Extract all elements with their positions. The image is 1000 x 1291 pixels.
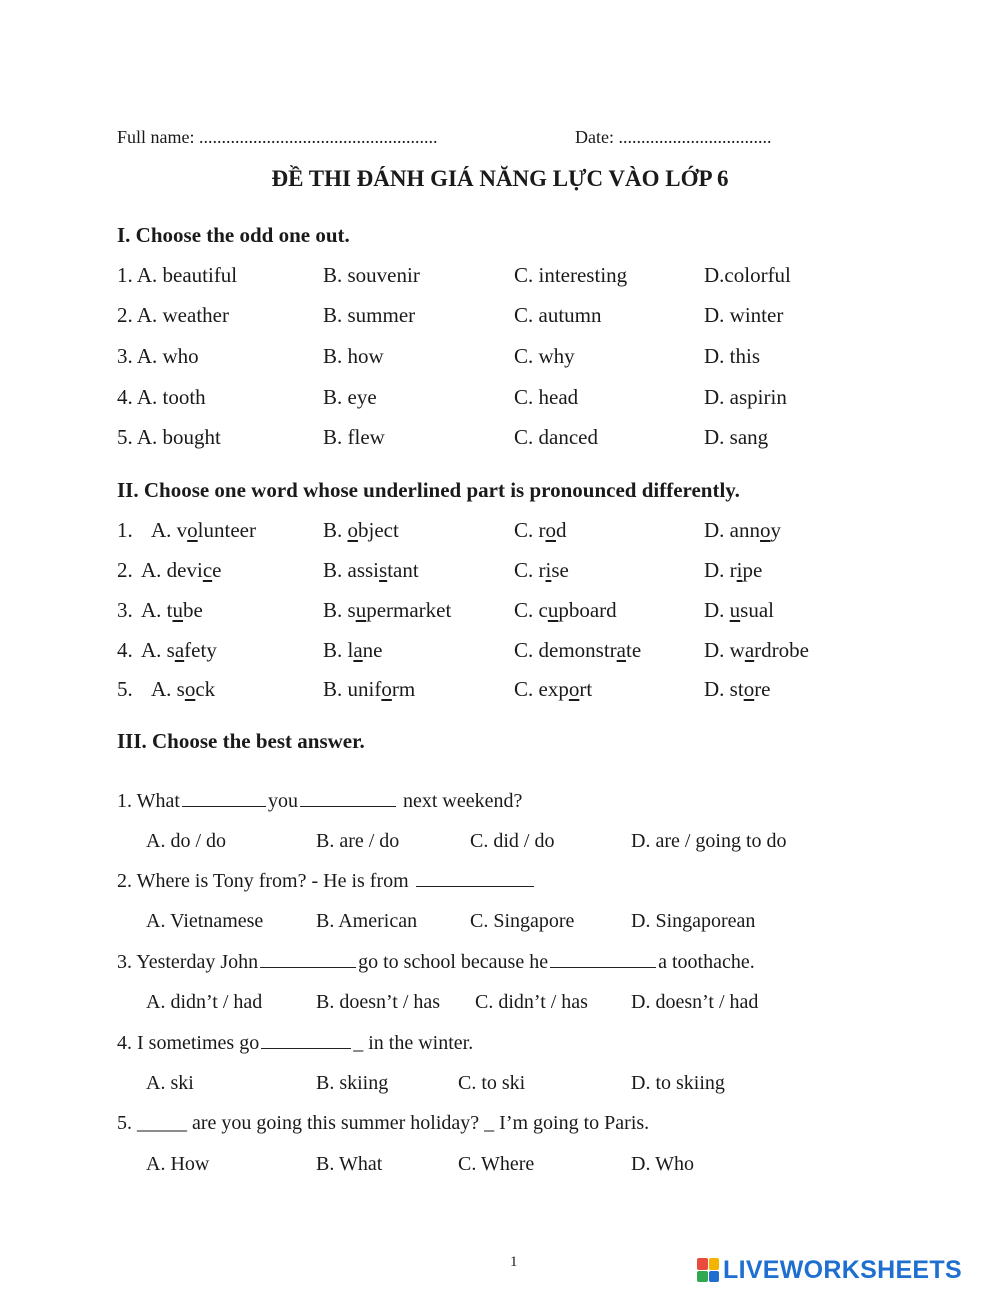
option-b[interactable]: B. What xyxy=(316,1153,383,1175)
option-d: D. store xyxy=(704,677,771,701)
option-c: C. cupboard xyxy=(514,598,617,622)
option-a[interactable]: A. Vietnamese xyxy=(146,910,264,932)
option-b: B. object xyxy=(323,518,399,542)
option-a: 4. A. tooth xyxy=(117,385,206,409)
option-c[interactable]: C. Where xyxy=(458,1153,535,1175)
option-d[interactable]: D. doesn’t / had xyxy=(631,991,759,1013)
option-b: B. supermarket xyxy=(323,598,452,622)
option-a: 5. A. bought xyxy=(117,425,221,449)
option-b[interactable]: B. doesn’t / has xyxy=(316,991,441,1013)
option-a[interactable]: A. do / do xyxy=(146,830,226,852)
list-item xyxy=(0,303,1000,333)
list-item xyxy=(0,263,1000,293)
date-field: Date: .................................. xyxy=(575,127,772,147)
option-d: D. aspirin xyxy=(704,385,787,409)
option-c: C. danced xyxy=(514,425,598,449)
list-item xyxy=(0,638,1000,668)
option-d: D. ripe xyxy=(704,558,763,582)
option-b: B. lane xyxy=(323,638,383,662)
option-c: C. rod xyxy=(514,518,567,542)
item-number: 4. xyxy=(117,638,133,662)
option-b: B. flew xyxy=(323,425,385,449)
answer-blank[interactable] xyxy=(261,1032,351,1049)
list-item xyxy=(0,518,1000,548)
item-number: 1. xyxy=(117,518,133,542)
option-d[interactable]: D. Who xyxy=(631,1153,694,1175)
option-d: D. wardrobe xyxy=(704,638,809,662)
option-b: B. how xyxy=(323,344,384,368)
option-c: C. autumn xyxy=(514,303,602,327)
option-a: A. sock xyxy=(151,677,216,701)
option-b: B. uniform xyxy=(323,677,416,701)
answer-blank[interactable] xyxy=(416,870,534,887)
list-item xyxy=(0,344,1000,374)
liveworksheets-logo-icon xyxy=(697,1258,719,1282)
question-1: 1. What you next weekend? xyxy=(117,790,523,812)
option-b[interactable]: B. American xyxy=(316,910,418,932)
brand-text: LIVEWORKSHEETS xyxy=(723,1255,962,1284)
option-d: D. annoy xyxy=(704,518,781,542)
item-number: 3. xyxy=(117,598,133,622)
option-d: D. winter xyxy=(704,303,784,327)
option-c: C. head xyxy=(514,385,579,409)
page-number: 1 xyxy=(510,1254,518,1270)
question-2: 2. Where is Tony from? - He is from xyxy=(117,870,536,893)
option-a: 2. A. weather xyxy=(117,303,229,327)
option-c: C. export xyxy=(514,677,593,701)
section-2-heading: II. Choose one word whose underlined part is pronounced differently. xyxy=(117,478,740,502)
option-c[interactable]: C. did / do xyxy=(470,830,555,852)
option-d[interactable]: D. are / going to do xyxy=(631,830,787,852)
option-c: C. interesting xyxy=(514,263,628,287)
answer-blank[interactable] xyxy=(182,790,266,807)
option-a: A. tube xyxy=(141,598,203,622)
option-b: B. souvenir xyxy=(323,263,420,287)
list-item xyxy=(0,425,1000,455)
option-d: D. this xyxy=(704,344,761,368)
section-1-heading: I. Choose the odd one out. xyxy=(117,223,350,247)
option-b[interactable]: B. skiing xyxy=(316,1072,389,1094)
option-d: D. usual xyxy=(704,598,774,622)
option-b: B. eye xyxy=(323,385,377,409)
full-name-field: Full name: ..................................................... xyxy=(117,127,438,147)
option-c[interactable]: C. Singapore xyxy=(470,910,575,932)
item-number: 2. xyxy=(117,558,133,582)
section-3-heading: III. Choose the best answer. xyxy=(117,729,365,753)
option-a: A. device xyxy=(141,558,222,582)
option-a: 1. A. beautiful xyxy=(117,263,238,287)
option-c[interactable]: C. to ski xyxy=(458,1072,526,1094)
question-5: 5. _____ are you going this summer holiday? _ I’m going to Paris. xyxy=(117,1112,650,1134)
option-a[interactable]: A. didn’t / had xyxy=(146,991,263,1013)
option-b: B. summer xyxy=(323,303,416,327)
option-a[interactable]: A. How xyxy=(146,1153,210,1175)
question-4: 4. I sometimes go _ in the winter. xyxy=(117,1032,474,1054)
option-c: C. demonstrate xyxy=(514,638,642,662)
option-a[interactable]: A. ski xyxy=(146,1072,194,1094)
option-b: B. assistant xyxy=(323,558,419,582)
answer-blank[interactable] xyxy=(550,951,656,968)
option-c[interactable]: C. didn’t / has xyxy=(475,991,588,1013)
option-d: D. sang xyxy=(704,425,769,449)
option-d: D.colorful xyxy=(704,263,791,287)
option-a: A. volunteer xyxy=(151,518,256,542)
list-item xyxy=(0,385,1000,415)
list-item xyxy=(0,677,1000,707)
option-a: A. safety xyxy=(141,638,217,662)
brand-logo[interactable] xyxy=(697,1255,962,1285)
option-b[interactable]: B. are / do xyxy=(316,830,400,852)
answer-blank[interactable] xyxy=(300,790,396,807)
option-d[interactable]: D. Singaporean xyxy=(631,910,756,932)
option-c: C. why xyxy=(514,344,575,368)
option-d[interactable]: D. to skiing xyxy=(631,1072,725,1094)
option-a: 3. A. who xyxy=(117,344,199,368)
list-item xyxy=(0,558,1000,588)
question-3: 3. Yesterday John go to school because he a toothache. xyxy=(117,951,755,973)
item-number: 5. xyxy=(117,677,133,701)
list-item xyxy=(0,598,1000,628)
page-title: ĐỀ THI ĐÁNH GIÁ NĂNG LỰC VÀO LỚP 6 xyxy=(271,166,729,191)
option-c: C. rise xyxy=(514,558,569,582)
answer-blank[interactable] xyxy=(260,951,356,968)
